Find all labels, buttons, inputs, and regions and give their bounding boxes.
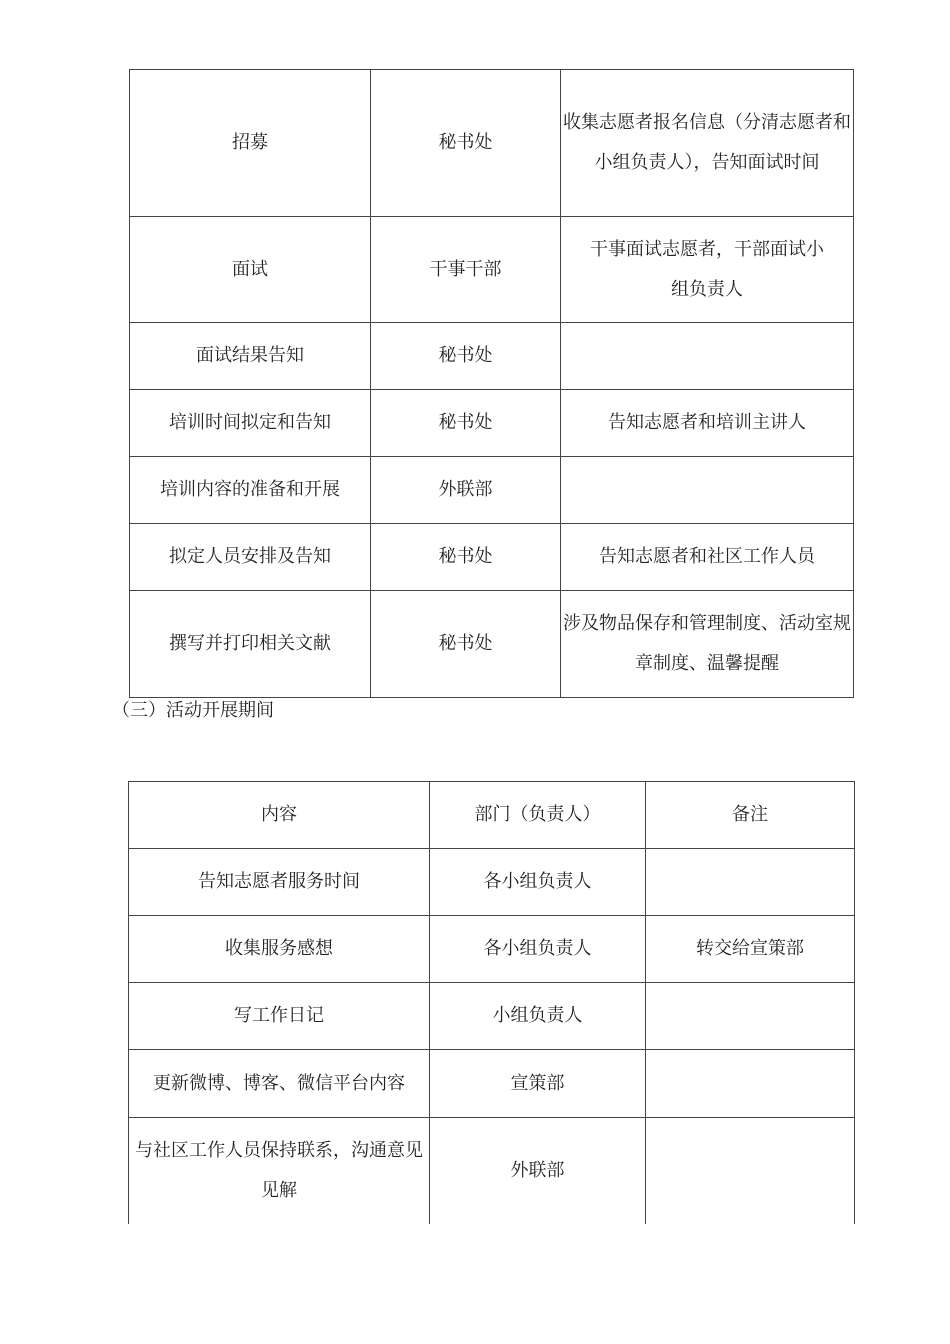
cell-content: 写工作日记: [129, 983, 430, 1050]
cell-content: 告知志愿者服务时间: [129, 849, 430, 916]
cell-content: 更新微博、博客、微信平台内容: [129, 1050, 430, 1118]
header-note: 备注: [646, 782, 855, 849]
table-row: [130, 524, 854, 591]
table-row: [130, 323, 854, 390]
cell-department: 秘书处: [371, 390, 561, 457]
cell-note: 告知志愿者和培训主讲人: [561, 390, 854, 457]
cell-department: 外联部: [371, 457, 561, 524]
cell-task: 面试结果告知: [130, 323, 371, 390]
cell-note: 涉及物品保存和管理制度、活动室规章制度、温馨提醒: [561, 591, 854, 698]
cell-department: 干事干部: [371, 217, 561, 323]
section-heading: （三）活动开展期间: [112, 700, 274, 721]
cell-content: 与社区工作人员保持联系，沟通意见见解: [129, 1118, 430, 1224]
cell-note: [561, 457, 854, 524]
cell-task: 面试: [130, 217, 371, 323]
table-row: [130, 70, 854, 217]
cell-department: 各小组负责人: [430, 849, 646, 916]
cell-note: [646, 983, 855, 1050]
cell-task: 撰写并打印相关文献: [130, 591, 371, 698]
cell-note: [646, 1050, 855, 1118]
cell-note: [646, 849, 855, 916]
cell-department: 外联部: [430, 1118, 646, 1224]
cell-note: [646, 1118, 855, 1224]
cell-note: 告知志愿者和社区工作人员: [561, 524, 854, 591]
cell-note: 转交给宣策部: [646, 916, 855, 983]
table-row: [129, 916, 855, 983]
cell-note: 干事面试志愿者，干部面试小组负责人: [561, 217, 854, 323]
table-row: [130, 390, 854, 457]
cell-task: 培训内容的准备和开展: [130, 457, 371, 524]
table-row: [129, 1050, 855, 1118]
table-row: [129, 849, 855, 916]
cell-department: 秘书处: [371, 70, 561, 217]
cell-note: 收集志愿者报名信息（分清志愿者和小组负责人），告知面试时间: [561, 70, 854, 217]
table-row: [129, 983, 855, 1050]
table-header-row: [129, 782, 855, 849]
cell-task: 拟定人员安排及告知: [130, 524, 371, 591]
table-row: [130, 457, 854, 524]
cell-department: 宣策部: [430, 1050, 646, 1118]
cell-task: 培训时间拟定和告知: [130, 390, 371, 457]
cell-department: 秘书处: [371, 591, 561, 698]
table-activity-period: [128, 781, 855, 1224]
table-preparation: [129, 69, 854, 698]
cell-department: 秘书处: [371, 323, 561, 390]
cell-task: 招募: [130, 70, 371, 217]
cell-department: 各小组负责人: [430, 916, 646, 983]
table-row: [130, 217, 854, 323]
header-department: 部门（负责人）: [430, 782, 646, 849]
header-content: 内容: [129, 782, 430, 849]
cell-note: [561, 323, 854, 390]
cell-content: 收集服务感想: [129, 916, 430, 983]
cell-department: 小组负责人: [430, 983, 646, 1050]
table-row: [129, 1118, 855, 1224]
table-row: [130, 591, 854, 698]
cell-department: 秘书处: [371, 524, 561, 591]
